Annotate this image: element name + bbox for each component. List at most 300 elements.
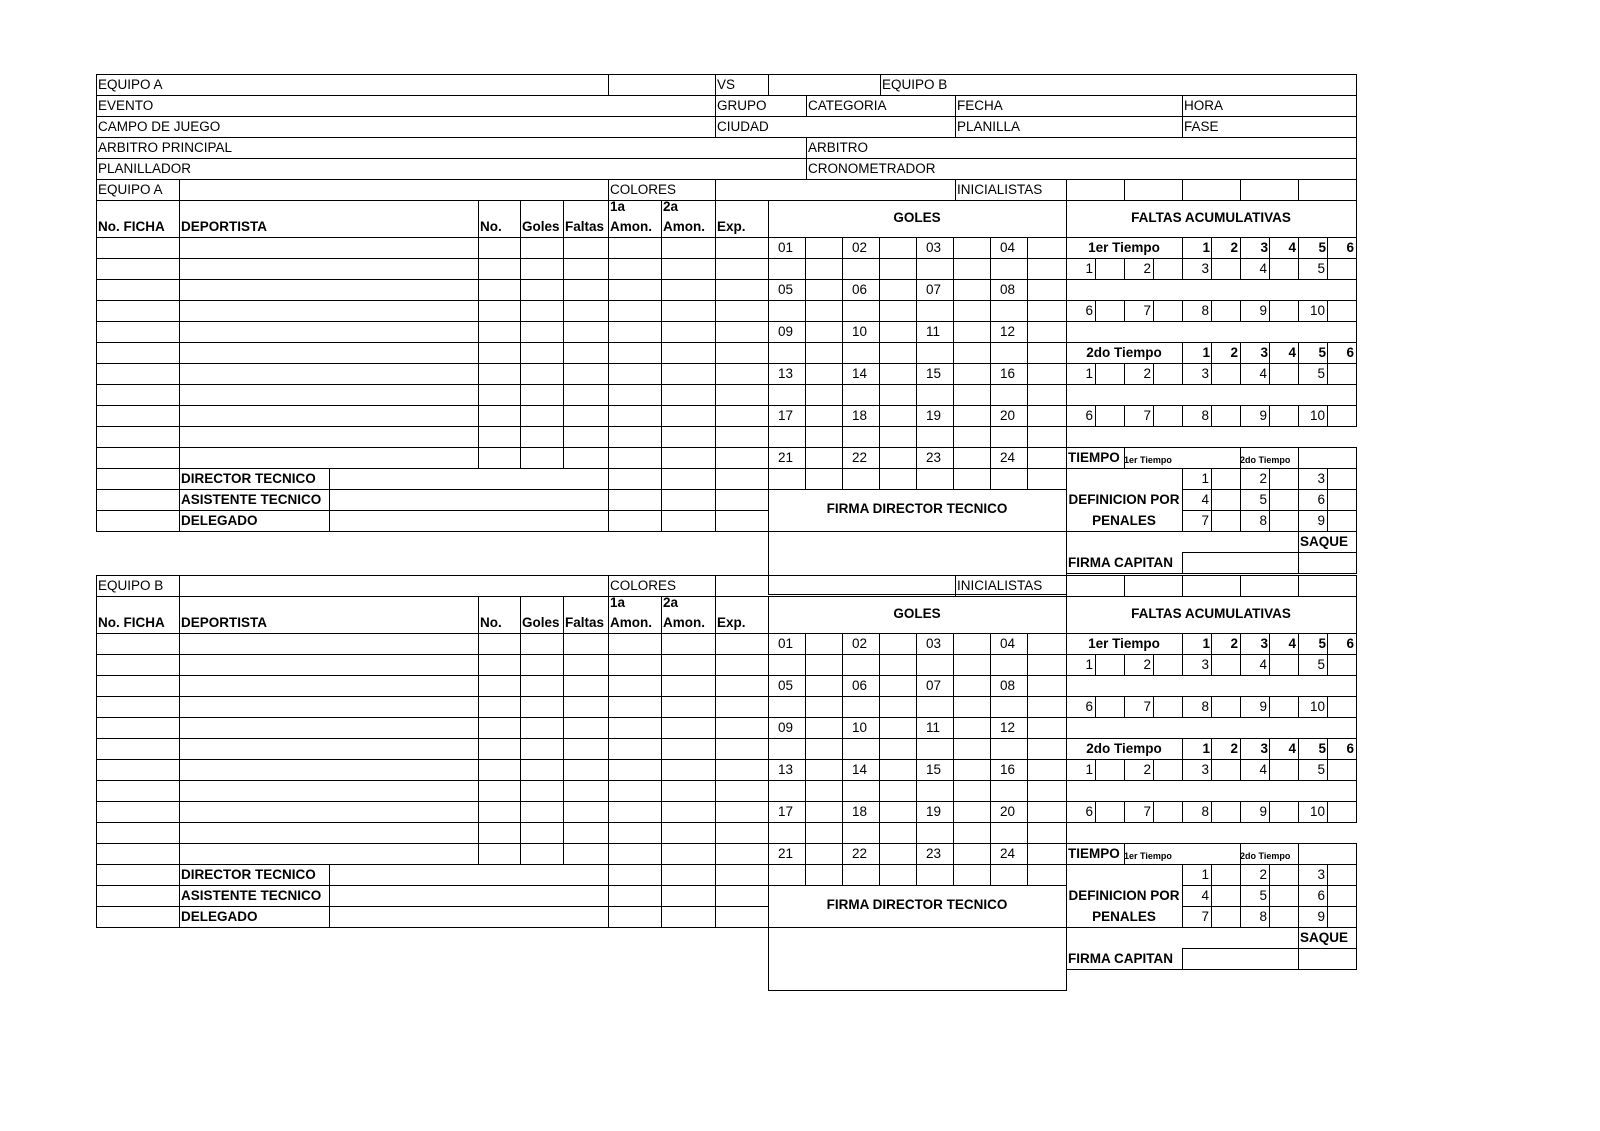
player-row-cell[interactable]	[715, 759, 769, 781]
staff-row-cell[interactable]	[661, 885, 716, 907]
goal-entry-field[interactable]	[1027, 279, 1067, 301]
player-row-cell[interactable]	[563, 843, 609, 865]
goal-entry-field[interactable]	[953, 384, 991, 406]
goal-entry-field[interactable]	[805, 822, 843, 844]
goal-entry-field[interactable]	[1027, 801, 1067, 823]
goal-entry-field[interactable]	[805, 468, 843, 490]
player-row-cell[interactable]	[478, 822, 521, 844]
player-row-cell[interactable]	[179, 279, 479, 301]
goal-entry-field[interactable]	[842, 738, 880, 760]
player-row-cell[interactable]	[661, 822, 716, 844]
player-row-cell[interactable]	[715, 717, 769, 739]
penal-check-cell[interactable]	[1327, 864, 1357, 886]
player-row-cell[interactable]	[563, 822, 609, 844]
goal-entry-field[interactable]	[805, 717, 843, 739]
player-row-cell[interactable]	[563, 363, 609, 385]
player-row-cell[interactable]	[608, 738, 662, 760]
goal-entry-field[interactable]	[953, 468, 991, 490]
staff-row-cell[interactable]	[608, 510, 662, 532]
falta-check-cell[interactable]	[1327, 654, 1357, 676]
player-row-cell[interactable]	[520, 843, 564, 865]
goal-entry-field[interactable]	[879, 801, 917, 823]
penal-check-cell[interactable]	[1211, 864, 1241, 886]
player-row-cell[interactable]	[608, 822, 662, 844]
player-row-cell[interactable]	[179, 717, 479, 739]
goal-entry-field[interactable]	[879, 426, 917, 448]
player-row-cell[interactable]	[96, 426, 180, 448]
falta-check-cell[interactable]	[1153, 300, 1183, 322]
tiempo-1-field[interactable]	[1124, 447, 1241, 469]
player-row-cell[interactable]	[661, 321, 716, 343]
goal-entry-field[interactable]	[879, 384, 917, 406]
team-name-field[interactable]	[179, 575, 609, 597]
player-row-cell[interactable]	[520, 654, 564, 676]
falta-check-cell[interactable]	[1269, 696, 1299, 718]
player-row-cell[interactable]	[179, 363, 479, 385]
inicialista-field[interactable]	[1240, 575, 1299, 597]
player-row-cell[interactable]	[563, 447, 609, 469]
falta-check-cell[interactable]	[1269, 405, 1299, 427]
goal-entry-field[interactable]	[805, 633, 843, 655]
falta-check-cell[interactable]	[1153, 654, 1183, 676]
player-row-cell[interactable]	[715, 342, 769, 364]
goal-entry-field[interactable]	[768, 822, 806, 844]
player-row-cell[interactable]	[96, 258, 180, 280]
player-row-cell[interactable]	[608, 843, 662, 865]
player-row-cell[interactable]	[96, 321, 180, 343]
player-row-cell[interactable]	[478, 780, 521, 802]
goal-entry-field[interactable]	[953, 654, 991, 676]
inicialista-field[interactable]	[1182, 575, 1241, 597]
goal-entry-field[interactable]	[1027, 447, 1067, 469]
goal-entry-field[interactable]	[842, 300, 880, 322]
player-row-cell[interactable]	[179, 738, 479, 760]
player-row-cell[interactable]	[520, 780, 564, 802]
player-row-cell[interactable]	[661, 279, 716, 301]
player-row-cell[interactable]	[608, 384, 662, 406]
inicialista-field[interactable]	[1066, 575, 1125, 597]
goal-entry-field[interactable]	[879, 633, 917, 655]
falta-check-cell[interactable]	[1269, 654, 1299, 676]
player-row-cell[interactable]	[520, 279, 564, 301]
goal-entry-field[interactable]	[953, 258, 991, 280]
falta-check-cell[interactable]	[1095, 759, 1125, 781]
penal-check-cell[interactable]	[1211, 468, 1241, 490]
player-row-cell[interactable]	[179, 654, 479, 676]
player-row-cell[interactable]	[520, 633, 564, 655]
goal-entry-field[interactable]	[990, 696, 1028, 718]
tiempo-total-field[interactable]	[1298, 447, 1357, 469]
goal-entry-field[interactable]	[953, 237, 991, 259]
goal-entry-field[interactable]	[879, 258, 917, 280]
goal-entry-field[interactable]	[768, 468, 806, 490]
player-row-cell[interactable]	[661, 696, 716, 718]
goal-entry-field[interactable]	[768, 738, 806, 760]
player-row-cell[interactable]	[96, 405, 180, 427]
player-row-cell[interactable]	[478, 843, 521, 865]
player-row-cell[interactable]	[661, 447, 716, 469]
player-row-cell[interactable]	[608, 237, 662, 259]
goal-entry-field[interactable]	[768, 696, 806, 718]
goal-entry-field[interactable]	[1027, 426, 1067, 448]
goal-entry-field[interactable]	[879, 321, 917, 343]
player-row-cell[interactable]	[179, 384, 479, 406]
staff-row-cell[interactable]	[661, 468, 716, 490]
goal-entry-field[interactable]	[953, 780, 991, 802]
saque-field[interactable]	[1298, 948, 1357, 970]
falta-check-cell[interactable]	[1095, 696, 1125, 718]
goal-entry-field[interactable]	[842, 426, 880, 448]
goal-entry-field[interactable]	[953, 822, 991, 844]
falta-check-cell[interactable]	[1211, 801, 1241, 823]
firma-capitan-signature[interactable]	[1182, 948, 1299, 970]
goal-entry-field[interactable]	[879, 759, 917, 781]
goal-entry-field[interactable]	[1027, 717, 1067, 739]
player-row-cell[interactable]	[96, 780, 180, 802]
staff-row-cell[interactable]	[96, 489, 180, 511]
goal-entry-field[interactable]	[879, 405, 917, 427]
penal-check-cell[interactable]	[1327, 468, 1357, 490]
staff-name-field[interactable]	[329, 864, 609, 886]
player-row-cell[interactable]	[563, 696, 609, 718]
player-row-cell[interactable]	[563, 717, 609, 739]
goal-entry-field[interactable]	[879, 864, 917, 886]
colores-field[interactable]	[715, 575, 956, 597]
player-row-cell[interactable]	[520, 405, 564, 427]
player-row-cell[interactable]	[478, 237, 521, 259]
inicialista-field[interactable]	[1298, 575, 1357, 597]
goal-entry-field[interactable]	[990, 384, 1028, 406]
player-row-cell[interactable]	[661, 780, 716, 802]
player-row-cell[interactable]	[179, 759, 479, 781]
player-row-cell[interactable]	[96, 675, 180, 697]
player-row-cell[interactable]	[715, 258, 769, 280]
player-row-cell[interactable]	[96, 696, 180, 718]
player-row-cell[interactable]	[179, 447, 479, 469]
goal-entry-field[interactable]	[842, 342, 880, 364]
goal-entry-field[interactable]	[1027, 237, 1067, 259]
goal-entry-field[interactable]	[1027, 696, 1067, 718]
team-name-field[interactable]	[179, 179, 609, 201]
player-row-cell[interactable]	[661, 384, 716, 406]
goal-entry-field[interactable]	[953, 447, 991, 469]
goal-entry-field[interactable]	[916, 864, 954, 886]
equipo-a-name-field[interactable]	[96, 74, 609, 96]
player-row-cell[interactable]	[563, 321, 609, 343]
falta-check-cell[interactable]	[1211, 654, 1241, 676]
goal-entry-field[interactable]	[953, 405, 991, 427]
goal-entry-field[interactable]	[805, 426, 843, 448]
player-row-cell[interactable]	[563, 738, 609, 760]
goal-entry-field[interactable]	[805, 279, 843, 301]
player-row-cell[interactable]	[608, 321, 662, 343]
player-row-cell[interactable]	[661, 342, 716, 364]
player-row-cell[interactable]	[608, 780, 662, 802]
player-row-cell[interactable]	[608, 405, 662, 427]
player-row-cell[interactable]	[715, 801, 769, 823]
goal-entry-field[interactable]	[805, 321, 843, 343]
falta-check-cell[interactable]	[1211, 258, 1241, 280]
player-row-cell[interactable]	[478, 447, 521, 469]
penal-check-cell[interactable]	[1211, 885, 1241, 907]
player-row-cell[interactable]	[661, 843, 716, 865]
staff-name-field[interactable]	[329, 468, 609, 490]
player-row-cell[interactable]	[661, 300, 716, 322]
player-row-cell[interactable]	[563, 405, 609, 427]
goal-entry-field[interactable]	[879, 822, 917, 844]
falta-check-cell[interactable]	[1211, 405, 1241, 427]
goal-entry-field[interactable]	[768, 864, 806, 886]
goal-entry-field[interactable]	[953, 801, 991, 823]
goal-entry-field[interactable]	[953, 342, 991, 364]
goal-entry-field[interactable]	[879, 300, 917, 322]
player-row-cell[interactable]	[520, 717, 564, 739]
goal-entry-field[interactable]	[916, 696, 954, 718]
goal-entry-field[interactable]	[1027, 654, 1067, 676]
equipo-b-name-field[interactable]	[880, 74, 1357, 96]
player-row-cell[interactable]	[661, 738, 716, 760]
goal-entry-field[interactable]	[953, 738, 991, 760]
goal-entry-field[interactable]	[768, 780, 806, 802]
player-row-cell[interactable]	[520, 822, 564, 844]
goal-entry-field[interactable]	[805, 738, 843, 760]
goal-entry-field[interactable]	[805, 447, 843, 469]
falta-check-cell[interactable]	[1269, 258, 1299, 280]
player-row-cell[interactable]	[608, 300, 662, 322]
staff-row-cell[interactable]	[96, 468, 180, 490]
player-row-cell[interactable]	[179, 843, 479, 865]
tiempo-1-field[interactable]	[1124, 843, 1241, 865]
arbitro-field[interactable]	[806, 137, 1357, 159]
falta-check-cell[interactable]	[1153, 801, 1183, 823]
staff-row-cell[interactable]	[608, 468, 662, 490]
player-row-cell[interactable]	[661, 654, 716, 676]
goal-entry-field[interactable]	[916, 300, 954, 322]
player-row-cell[interactable]	[715, 696, 769, 718]
falta-check-cell[interactable]	[1327, 759, 1357, 781]
player-row-cell[interactable]	[520, 342, 564, 364]
player-row-cell[interactable]	[661, 675, 716, 697]
player-row-cell[interactable]	[520, 675, 564, 697]
inicialista-field[interactable]	[1124, 179, 1183, 201]
falta-check-cell[interactable]	[1269, 300, 1299, 322]
player-row-cell[interactable]	[179, 675, 479, 697]
player-row-cell[interactable]	[96, 300, 180, 322]
player-row-cell[interactable]	[478, 426, 521, 448]
goal-entry-field[interactable]	[916, 654, 954, 676]
goal-entry-field[interactable]	[990, 654, 1028, 676]
staff-row-cell[interactable]	[715, 885, 769, 907]
player-row-cell[interactable]	[179, 237, 479, 259]
player-row-cell[interactable]	[715, 300, 769, 322]
player-row-cell[interactable]	[520, 447, 564, 469]
player-row-cell[interactable]	[608, 696, 662, 718]
goal-entry-field[interactable]	[805, 384, 843, 406]
player-row-cell[interactable]	[661, 237, 716, 259]
player-row-cell[interactable]	[96, 801, 180, 823]
goal-entry-field[interactable]	[805, 780, 843, 802]
player-row-cell[interactable]	[478, 738, 521, 760]
goal-entry-field[interactable]	[879, 738, 917, 760]
player-row-cell[interactable]	[478, 279, 521, 301]
equipo-b-score-field[interactable]	[768, 74, 881, 96]
goal-entry-field[interactable]	[990, 780, 1028, 802]
goal-entry-field[interactable]	[953, 675, 991, 697]
player-row-cell[interactable]	[478, 321, 521, 343]
player-row-cell[interactable]	[96, 384, 180, 406]
falta-check-cell[interactable]	[1211, 300, 1241, 322]
player-row-cell[interactable]	[563, 279, 609, 301]
player-row-cell[interactable]	[563, 780, 609, 802]
goal-entry-field[interactable]	[1027, 738, 1067, 760]
falta-check-cell[interactable]	[1153, 363, 1183, 385]
goal-entry-field[interactable]	[842, 654, 880, 676]
goal-entry-field[interactable]	[1027, 822, 1067, 844]
player-row-cell[interactable]	[179, 822, 479, 844]
inicialista-field[interactable]	[1240, 179, 1299, 201]
staff-row-cell[interactable]	[715, 489, 769, 511]
penal-check-cell[interactable]	[1211, 510, 1241, 532]
player-row-cell[interactable]	[563, 237, 609, 259]
goal-entry-field[interactable]	[953, 717, 991, 739]
falta-check-cell[interactable]	[1327, 258, 1357, 280]
player-row-cell[interactable]	[520, 321, 564, 343]
falta-check-cell[interactable]	[1327, 363, 1357, 385]
penal-check-cell[interactable]	[1269, 885, 1299, 907]
goal-entry-field[interactable]	[990, 342, 1028, 364]
goal-entry-field[interactable]	[953, 696, 991, 718]
goal-entry-field[interactable]	[1027, 342, 1067, 364]
player-row-cell[interactable]	[96, 843, 180, 865]
player-row-cell[interactable]	[478, 384, 521, 406]
equipo-a-score-field[interactable]	[608, 74, 716, 96]
goal-entry-field[interactable]	[842, 864, 880, 886]
staff-name-field[interactable]	[329, 885, 609, 907]
staff-name-field[interactable]	[329, 510, 609, 532]
penal-check-cell[interactable]	[1327, 489, 1357, 511]
goal-entry-field[interactable]	[990, 738, 1028, 760]
goal-entry-field[interactable]	[768, 426, 806, 448]
goal-entry-field[interactable]	[990, 822, 1028, 844]
falta-check-cell[interactable]	[1095, 363, 1125, 385]
player-row-cell[interactable]	[715, 321, 769, 343]
goal-entry-field[interactable]	[842, 258, 880, 280]
goal-entry-field[interactable]	[1027, 675, 1067, 697]
player-row-cell[interactable]	[661, 405, 716, 427]
player-row-cell[interactable]	[715, 363, 769, 385]
staff-row-cell[interactable]	[608, 885, 662, 907]
staff-row-cell[interactable]	[608, 864, 662, 886]
staff-row-cell[interactable]	[661, 489, 716, 511]
player-row-cell[interactable]	[661, 633, 716, 655]
player-row-cell[interactable]	[661, 717, 716, 739]
falta-check-cell[interactable]	[1269, 801, 1299, 823]
falta-check-cell[interactable]	[1327, 696, 1357, 718]
player-row-cell[interactable]	[563, 633, 609, 655]
goal-entry-field[interactable]	[990, 258, 1028, 280]
colores-field[interactable]	[715, 179, 956, 201]
player-row-cell[interactable]	[96, 738, 180, 760]
staff-row-cell[interactable]	[715, 468, 769, 490]
penal-check-cell[interactable]	[1269, 489, 1299, 511]
goal-entry-field[interactable]	[916, 384, 954, 406]
goal-entry-field[interactable]	[1027, 468, 1067, 490]
staff-row-cell[interactable]	[608, 906, 662, 928]
falta-check-cell[interactable]	[1269, 363, 1299, 385]
goal-entry-field[interactable]	[805, 342, 843, 364]
goal-entry-field[interactable]	[990, 426, 1028, 448]
falta-check-cell[interactable]	[1153, 696, 1183, 718]
player-row-cell[interactable]	[563, 300, 609, 322]
goal-entry-field[interactable]	[953, 633, 991, 655]
goal-entry-field[interactable]	[953, 279, 991, 301]
goal-entry-field[interactable]	[1027, 384, 1067, 406]
staff-name-field[interactable]	[329, 906, 609, 928]
staff-row-cell[interactable]	[715, 864, 769, 886]
player-row-cell[interactable]	[520, 384, 564, 406]
player-row-cell[interactable]	[563, 258, 609, 280]
player-row-cell[interactable]	[715, 426, 769, 448]
goal-entry-field[interactable]	[1027, 780, 1067, 802]
player-row-cell[interactable]	[563, 426, 609, 448]
player-row-cell[interactable]	[96, 654, 180, 676]
inicialista-field[interactable]	[1124, 575, 1183, 597]
player-row-cell[interactable]	[520, 258, 564, 280]
player-row-cell[interactable]	[96, 447, 180, 469]
goal-entry-field[interactable]	[990, 864, 1028, 886]
player-row-cell[interactable]	[563, 342, 609, 364]
penal-check-cell[interactable]	[1327, 510, 1357, 532]
goal-entry-field[interactable]	[1027, 321, 1067, 343]
goal-entry-field[interactable]	[879, 342, 917, 364]
player-row-cell[interactable]	[608, 633, 662, 655]
staff-row-cell[interactable]	[96, 906, 180, 928]
staff-name-field[interactable]	[329, 489, 609, 511]
player-row-cell[interactable]	[520, 237, 564, 259]
goal-entry-field[interactable]	[768, 384, 806, 406]
player-row-cell[interactable]	[608, 801, 662, 823]
player-row-cell[interactable]	[661, 258, 716, 280]
player-row-cell[interactable]	[520, 363, 564, 385]
player-row-cell[interactable]	[96, 279, 180, 301]
player-row-cell[interactable]	[96, 342, 180, 364]
goal-entry-field[interactable]	[805, 237, 843, 259]
player-row-cell[interactable]	[608, 342, 662, 364]
goal-entry-field[interactable]	[879, 654, 917, 676]
player-row-cell[interactable]	[563, 384, 609, 406]
goal-entry-field[interactable]	[879, 717, 917, 739]
player-row-cell[interactable]	[478, 696, 521, 718]
goal-entry-field[interactable]	[1027, 633, 1067, 655]
player-row-cell[interactable]	[608, 654, 662, 676]
falta-check-cell[interactable]	[1327, 801, 1357, 823]
player-row-cell[interactable]	[520, 300, 564, 322]
goal-entry-field[interactable]	[879, 447, 917, 469]
player-row-cell[interactable]	[179, 300, 479, 322]
player-row-cell[interactable]	[179, 801, 479, 823]
goal-entry-field[interactable]	[879, 843, 917, 865]
goal-entry-field[interactable]	[953, 300, 991, 322]
player-row-cell[interactable]	[661, 363, 716, 385]
falta-check-cell[interactable]	[1095, 801, 1125, 823]
goal-entry-field[interactable]	[805, 258, 843, 280]
player-row-cell[interactable]	[478, 717, 521, 739]
penal-check-cell[interactable]	[1269, 510, 1299, 532]
staff-row-cell[interactable]	[715, 510, 769, 532]
falta-check-cell[interactable]	[1095, 300, 1125, 322]
goal-entry-field[interactable]	[1027, 759, 1067, 781]
falta-check-cell[interactable]	[1211, 759, 1241, 781]
